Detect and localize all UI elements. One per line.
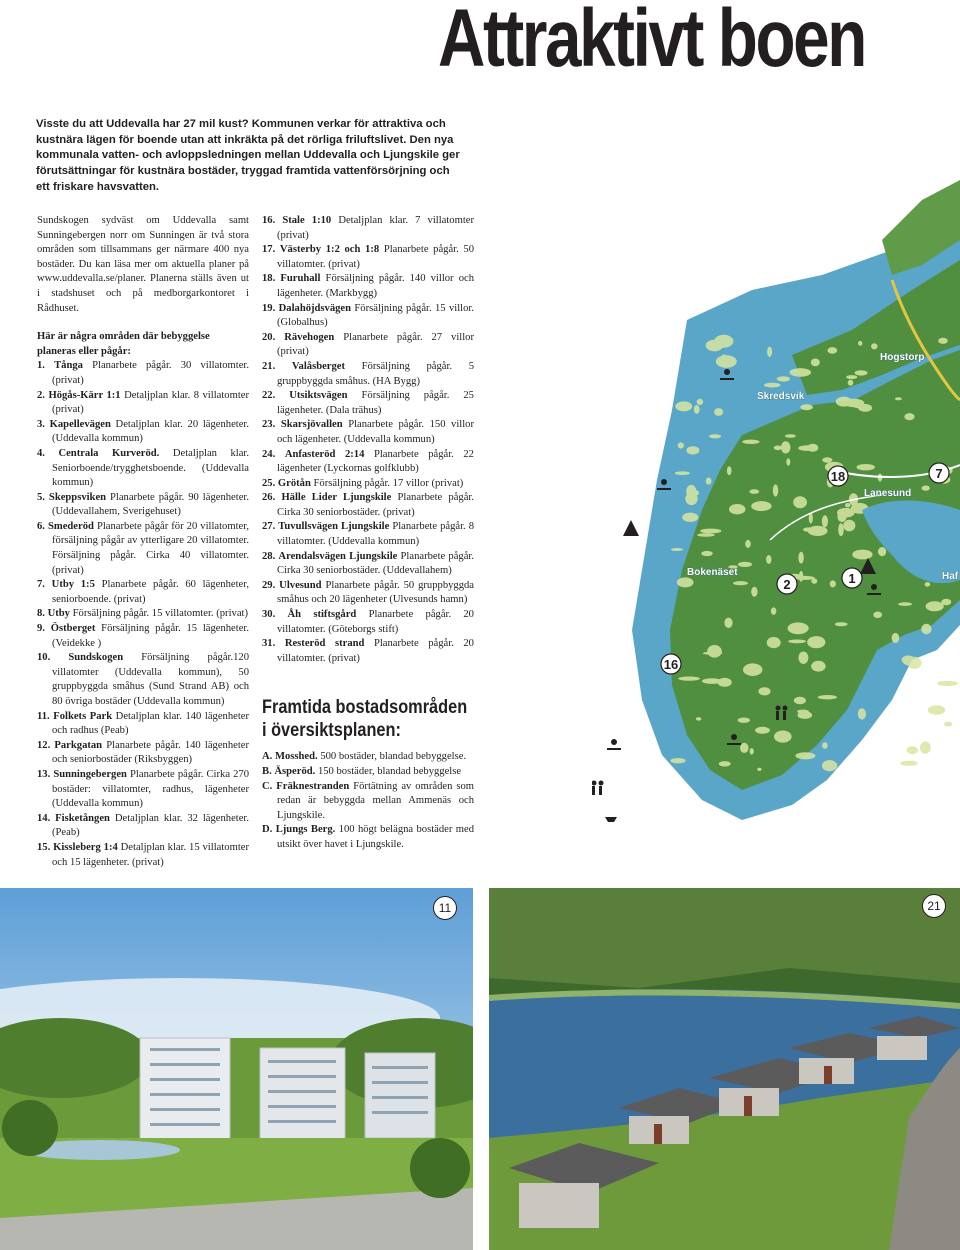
area-number: D. (262, 824, 273, 836)
area-name: Skeppsviken (48, 491, 107, 503)
map-field-patch (822, 457, 832, 462)
map-field-patch (798, 445, 816, 451)
map-field-patch (920, 741, 931, 753)
area-description: Planarbete pågår. 22 lägenheter (Lyckornas golfklubb) (277, 448, 474, 475)
area-list-item (37, 359, 249, 388)
area-number: 19. (262, 302, 276, 314)
map-field-patch (774, 731, 792, 743)
area-name: Fräknestranden (276, 780, 350, 792)
area-list-item (262, 272, 474, 301)
area-list-item (262, 550, 474, 579)
map-field-patch (822, 760, 837, 771)
area-list-item (262, 389, 474, 418)
area-name: Östberget (50, 623, 96, 635)
area-name: Valåsberget (291, 360, 346, 372)
map-marker-18 (828, 466, 848, 486)
map-field-patch (845, 503, 851, 507)
intro-paragraph: Visste du att Uddevalla har 27 mil kust? Kommunen verkar för attraktiva och kustnära lägen för boende utan att inkräkta på det rörliga friluftslivet. Den nya kommunala vatten- och avloppsledningen mellan Uddevalla och Ljungskile ger förutsättningar för kustnära bostäder, tryggad framtida vattenförsörjning och ett friskare havsvatten. (36, 118, 460, 193)
area-list-item (262, 780, 474, 824)
area-description: 500 bostäder, blandad bebyggelse. (320, 751, 467, 763)
area-number: 27. (262, 521, 276, 533)
area-name: Ulvesund (279, 579, 322, 591)
map-field-patch (858, 708, 866, 719)
area-description: Detaljplan klar. 15 villatomter och 15 lägenheter. (privat) (52, 841, 249, 868)
area-number: 4. (37, 447, 45, 459)
map-field-patch (733, 581, 748, 585)
area-number: 11. (37, 710, 50, 722)
map-field-patch (895, 397, 902, 400)
map-field-patch (786, 458, 790, 466)
map-field-patch (845, 508, 864, 512)
area-description: Planarbete pågår. 90 lägenheter. (Uddevallahem, Sverigehuset) (52, 491, 249, 518)
area-number: 12. (37, 739, 51, 751)
map-field-patch (803, 527, 814, 531)
area-name: Resteröd strand (284, 638, 365, 650)
map-field-patch (755, 727, 770, 734)
area-description: Detaljplan klar. 140 lägenheter och radhus (Peab) (52, 710, 249, 737)
map-field-patch (714, 408, 723, 416)
area-name: Anfasteröd 2:14 (284, 448, 365, 460)
map-field-patch (873, 612, 882, 619)
area-number: 15. (37, 841, 51, 853)
area-number: 26. (262, 492, 276, 504)
area-number: 21. (262, 360, 276, 372)
area-description: 150 bostäder, blandad bebyggelse (317, 766, 462, 777)
map-field-patch (878, 547, 886, 556)
area-description: Planarbete pågår. Cirka 30 seniorbostäder. (Uddevallahem) (277, 550, 474, 577)
map-field-patch (793, 496, 807, 508)
area-description: Planarbete pågår. 50 villatomter. (privat) (277, 244, 474, 270)
area-list-right (262, 214, 474, 666)
area-number: 13. (37, 768, 51, 780)
map-field-patch (742, 440, 759, 444)
area-description: Detaljplan klar. 8 villatomter (privat) (52, 389, 249, 416)
map-field-patch (809, 513, 813, 524)
map-marker-2 (777, 574, 797, 594)
area-name: Skarsjövallen (280, 419, 343, 431)
area-description: Försäljning pågår. 25 lägenheter. (Dala trähus) (277, 390, 474, 416)
area-description: Planarbete pågår. 20 villatomter. (privat) (277, 638, 474, 664)
area-number: 10. (37, 652, 51, 664)
area-number: C. (262, 780, 273, 792)
map-field-patch (781, 441, 791, 453)
area-description: Planarbete pågår. 50 gruppbyggda småhus och 20 lägenheter (Ulvesunds hamn) (277, 579, 475, 606)
map-field-patch (757, 768, 761, 771)
map-field-patch (686, 446, 699, 454)
area-name: Stale 1:10 (282, 215, 332, 226)
area-name: Tånga (54, 360, 83, 372)
area-description: Försäljning pågår.120 villatomter (Uddevalla kommun), 50 gruppbyggda småhus (Sund Strand AB) och 80 övriga bostäder (Uddevalla kommun) (52, 652, 249, 707)
map-graphic (592, 180, 960, 840)
map-field-patch (921, 624, 931, 634)
area-list-item (262, 823, 474, 852)
map-label-skredsvik: Skredsvik (757, 391, 805, 402)
map-field-patch (898, 602, 912, 606)
map-field-patch (937, 681, 958, 686)
map-field-patch (798, 652, 808, 664)
area-number: 7. (37, 579, 45, 591)
map-label-lanesund: Lanesund (864, 488, 912, 499)
map-field-patch (938, 338, 948, 344)
map-field-patch (807, 636, 825, 648)
area-number: 9. (37, 623, 45, 635)
area-name: Hälle Lider Ljungskile (281, 492, 392, 504)
map-field-patch (767, 347, 772, 357)
area-number: 6. (37, 520, 45, 532)
map-field-patch (844, 399, 864, 407)
text-column-left (37, 214, 249, 870)
area-name: Dalahöjdsvägen (278, 302, 352, 314)
map-field-patch (745, 540, 751, 548)
area-number: 8. (37, 608, 45, 620)
map-label-haf: Haf (942, 571, 959, 582)
area-name: Utby (47, 608, 70, 620)
area-number: 5. (37, 491, 45, 503)
area-name: Kapellevägen (49, 418, 111, 430)
map-marker-label: 1 (848, 571, 856, 586)
map-field-patch (697, 399, 704, 405)
area-list-item (262, 579, 474, 608)
area-name: Västerby 1:2 och 1:8 (279, 244, 380, 256)
area-number: 22. (262, 390, 276, 402)
area-list-item (37, 651, 249, 709)
list-heading: Här är några områden där bebyggelse planeras eller pågår: (37, 331, 210, 357)
map-field-patch (925, 582, 931, 587)
area-name: Smederöd (48, 520, 94, 532)
area-description: Detaljplan klar. Seniorboende/trygghetsboende. (Uddevalla kommun) (52, 447, 249, 489)
map-field-patch (907, 746, 918, 754)
map-field-patch (799, 571, 803, 582)
area-list-item (262, 765, 474, 780)
map-field-patch (700, 529, 721, 534)
area-list-item (262, 448, 474, 477)
area-name: Furuhall (280, 273, 321, 285)
area-description: Planarbete pågår. 27 villor (privat) (277, 331, 475, 358)
area-number: 1. (37, 360, 45, 372)
area-name: Mosshed. (274, 751, 318, 763)
map-field-patch (857, 464, 875, 470)
map-label-bokenaset: Bokenäset (687, 567, 738, 578)
area-map (592, 180, 960, 840)
map-field-patch (740, 743, 748, 753)
map-field-patch (709, 434, 721, 438)
area-name: Kissleberg 1:4 (53, 841, 118, 853)
area-name: Sunningebergen (53, 768, 127, 780)
map-field-patch (766, 555, 771, 564)
map-field-patch (941, 599, 951, 605)
area-number: 16. (262, 215, 276, 226)
map-field-patch (670, 758, 685, 763)
area-name: Högås-Kärr 1:1 (48, 389, 121, 401)
area-description: Detaljplan klar. 20 lägenheter. (Uddevalla kommun) (52, 418, 250, 445)
area-list-item (262, 331, 474, 360)
area-number: A. (262, 751, 273, 763)
map-field-patch (848, 380, 854, 386)
map-field-patch (707, 645, 722, 658)
area-list-item (37, 710, 249, 739)
map-field-patch (764, 383, 780, 388)
area-list-left (37, 359, 249, 870)
area-list-item (37, 607, 249, 622)
map-field-patch (694, 405, 700, 414)
area-number: 3. (37, 418, 45, 430)
area-number: 20. (262, 331, 276, 343)
area-number: 23. (262, 419, 276, 431)
map-field-patch (800, 404, 813, 410)
map-field-patch (926, 601, 944, 611)
map-field-patch (811, 359, 820, 367)
photo-valasberget (489, 888, 960, 1250)
map-field-patch (822, 742, 828, 749)
area-description: Planarbete pågår. 140 lägenheter och seniorbostäder (Riksbyggen) (52, 739, 249, 766)
area-description: Detaljplan klar. 7 villatomter (privat) (277, 215, 474, 241)
map-label-hogstorp: Hogstorp (880, 352, 925, 363)
area-number: 2. (37, 389, 45, 401)
map-field-patch (771, 607, 777, 614)
area-list-item (37, 389, 249, 418)
map-field-patch (811, 661, 825, 672)
area-list-item (262, 608, 474, 637)
map-field-patch (892, 633, 900, 643)
map-field-patch (846, 375, 857, 379)
map-field-patch (777, 376, 790, 381)
area-list-item (37, 768, 249, 812)
map-marker-label: 7 (935, 466, 943, 481)
map-marker-1 (842, 568, 862, 588)
area-description: Planarbete pågår. 8 villatomter. (Uddevalla kommun) (277, 521, 474, 548)
area-number: B. (262, 766, 272, 777)
area-name: Rävehogen (284, 331, 335, 343)
map-field-patch (729, 504, 745, 514)
area-list-item (37, 491, 249, 520)
map-field-patch (738, 562, 752, 567)
map-field-patch (706, 340, 723, 352)
area-number: 28. (262, 550, 276, 562)
map-field-patch (750, 748, 754, 755)
map-field-patch (944, 722, 952, 727)
map-field-patch (794, 697, 806, 704)
map-field-patch (843, 520, 855, 532)
photo-folkets-park (0, 888, 473, 1250)
area-name: Äsperöd. (274, 766, 316, 777)
map-field-patch (904, 413, 914, 420)
area-name: Åh stiftsgård (287, 609, 357, 621)
map-field-patch (751, 587, 757, 597)
area-list-item (37, 578, 249, 607)
map-field-patch (678, 442, 684, 448)
area-list-item (262, 520, 474, 549)
area-description: Försäljning pågår. 140 villor och lägenheter. (Markbygg) (277, 273, 474, 299)
area-description: Planarbete pågår. 60 lägenheter, seniorboende. (privat) (52, 579, 249, 605)
map-field-patch (822, 515, 828, 527)
photo-badge-11: 11 (433, 896, 457, 920)
map-field-patch (852, 550, 872, 560)
map-field-patch (785, 434, 796, 437)
area-description: Försäljning pågår. 15 villor. (Globalhus) (277, 302, 474, 329)
sundskogen-paragraph: Sundskogen sydväst om Uddevalla samt Sunningebergen norr om Sunningen är två stora områden som tillsammans ger närmare 400 nya bostäder. Du kan läsa mer om aktuella planer på www.uddevalla.se/planer. Planerna ställs även ut i stadshuset och på medborgarkontoret i Rådhuset. (37, 215, 249, 314)
map-field-patch (858, 341, 862, 346)
area-description: Planarbete pågår. 30 villatomter. (privat) (52, 360, 249, 386)
area-description: Försäljning pågår. 17 villor (privat) (313, 477, 464, 489)
area-description: Detaljplan klar. 32 lägenheter. (Peab) (52, 812, 250, 839)
area-number: 29. (262, 579, 276, 591)
area-name: Folkets Park (53, 710, 113, 722)
area-list-item (37, 841, 249, 870)
area-list-item (37, 812, 249, 841)
area-name: Sundskogen (68, 652, 124, 664)
area-list-item (37, 520, 249, 578)
map-field-patch (827, 347, 837, 354)
map-marker-16 (661, 654, 681, 674)
area-number: 18. (262, 273, 276, 285)
map-field-patch (797, 710, 809, 714)
area-list-item (262, 360, 474, 389)
area-number: 30. (262, 609, 276, 621)
map-field-patch (830, 580, 836, 587)
map-field-patch (900, 761, 918, 766)
map-field-patch (671, 548, 683, 551)
area-name: Utby 1:5 (51, 579, 95, 591)
map-field-patch (706, 478, 712, 485)
area-description: 100 högt belägna bostäder med utsikt över havet i Ljungskile. (277, 824, 474, 850)
map-field-patch (738, 718, 750, 723)
text-column-right (262, 214, 474, 853)
area-number: 14. (37, 812, 51, 824)
map-field-patch (818, 695, 837, 699)
map-marker-label: 18 (830, 469, 846, 484)
area-list-item (37, 739, 249, 768)
map-field-patch (697, 533, 715, 537)
map-marker-7 (929, 463, 949, 483)
map-field-patch (788, 640, 806, 644)
map-field-patch (790, 368, 812, 377)
area-name: Utsiktsvägen (289, 390, 348, 402)
area-name: Centrala Kurveröd. (58, 447, 160, 459)
area-description: Försäljning pågår. 5 gruppbyggda småhus. (HA Bygg) (277, 360, 474, 387)
map-field-patch (795, 752, 815, 759)
map-field-patch (871, 343, 877, 349)
map-field-patch (727, 466, 732, 475)
map-field-patch (678, 677, 700, 681)
map-field-patch (682, 513, 698, 522)
map-field-patch (835, 622, 848, 626)
area-name: Ljungs Berg. (275, 824, 336, 836)
map-field-patch (677, 577, 694, 587)
area-description: Planarbete pågår. Cirka 270 bostäder: villatomter, radhus, lägenheter (Uddevalla kommun) (52, 768, 250, 810)
map-field-patch (838, 523, 844, 536)
map-field-patch (696, 717, 701, 721)
area-list-item (262, 491, 474, 520)
area-number: 31. (262, 638, 276, 650)
area-description: Förtätning av områden som redan är bebyggda mellan Ammenäs och Ljungskile. (277, 780, 474, 821)
area-list-item (37, 447, 249, 491)
map-field-patch (686, 485, 696, 498)
photo-badge-21: 21 (922, 894, 946, 918)
map-field-patch (701, 551, 713, 556)
area-number: 17. (262, 244, 276, 256)
area-list-item (262, 214, 474, 243)
map-field-patch (922, 485, 930, 490)
area-list-item (262, 750, 474, 765)
map-field-patch (749, 489, 759, 494)
area-name: Tuvullsvägen Ljungskile (278, 521, 390, 533)
area-description: Planarbete pågår för 20 villatomter, försäljning pågår av ytterligare 20 villatomter. Försäljning pågår. Cirka 40 villatomter. (privat) (52, 520, 249, 576)
area-description: Försäljning pågår. 15 villatomter. (privat) (72, 608, 248, 620)
map-field-patch (675, 401, 692, 411)
future-areas-heading: Framtida bostadsområden i översiktsplanen: (262, 697, 468, 742)
map-field-patch (724, 618, 732, 628)
area-description: Planarbete pågår. 150 villor och lägenheter. (Uddevalla kommun) (277, 419, 474, 445)
map-field-patch (855, 370, 868, 375)
map-field-patch (798, 552, 803, 564)
area-number: 25. (262, 477, 276, 489)
map-field-patch (722, 355, 727, 358)
area-number: 24. (262, 448, 276, 460)
area-name: Parkgatan (54, 739, 103, 751)
area-list-item (262, 418, 474, 447)
area-description: Planarbete pågår. 20 villatomter. (Göteborgs stift) (277, 609, 474, 635)
map-field-patch (758, 687, 770, 695)
map-field-patch (717, 678, 731, 687)
map-field-patch (903, 657, 919, 666)
area-name: Fisketången (55, 812, 110, 824)
map-field-patch (928, 705, 945, 714)
area-list-item (37, 418, 249, 447)
area-list-item (262, 637, 474, 666)
page-title: Attraktivt boen (438, 0, 865, 84)
map-marker-label: 2 (783, 577, 791, 592)
map-field-patch (767, 637, 781, 648)
map-marker-label: 16 (663, 657, 679, 672)
map-field-patch (795, 576, 815, 580)
map-field-patch (743, 663, 762, 676)
area-list-item (262, 477, 474, 492)
map-field-patch (773, 484, 778, 496)
map-field-patch (719, 761, 731, 766)
area-name: Arendalsvägen Ljungskile (278, 550, 398, 562)
area-list-item (262, 302, 474, 331)
map-field-patch (675, 471, 690, 475)
map-field-patch (774, 446, 782, 451)
map-field-patch (788, 622, 809, 634)
area-description: Försäljning pågår. 15 lägenheter. (Veidekke ) (52, 623, 250, 649)
map-field-patch (751, 501, 771, 511)
area-name: Grötån (277, 477, 311, 489)
area-list-item (262, 243, 474, 272)
area-description: Planarbete pågår. Cirka 30 seniorbostäder. (privat) (277, 492, 474, 518)
area-list-item (37, 622, 249, 651)
future-areas-list (262, 750, 474, 852)
